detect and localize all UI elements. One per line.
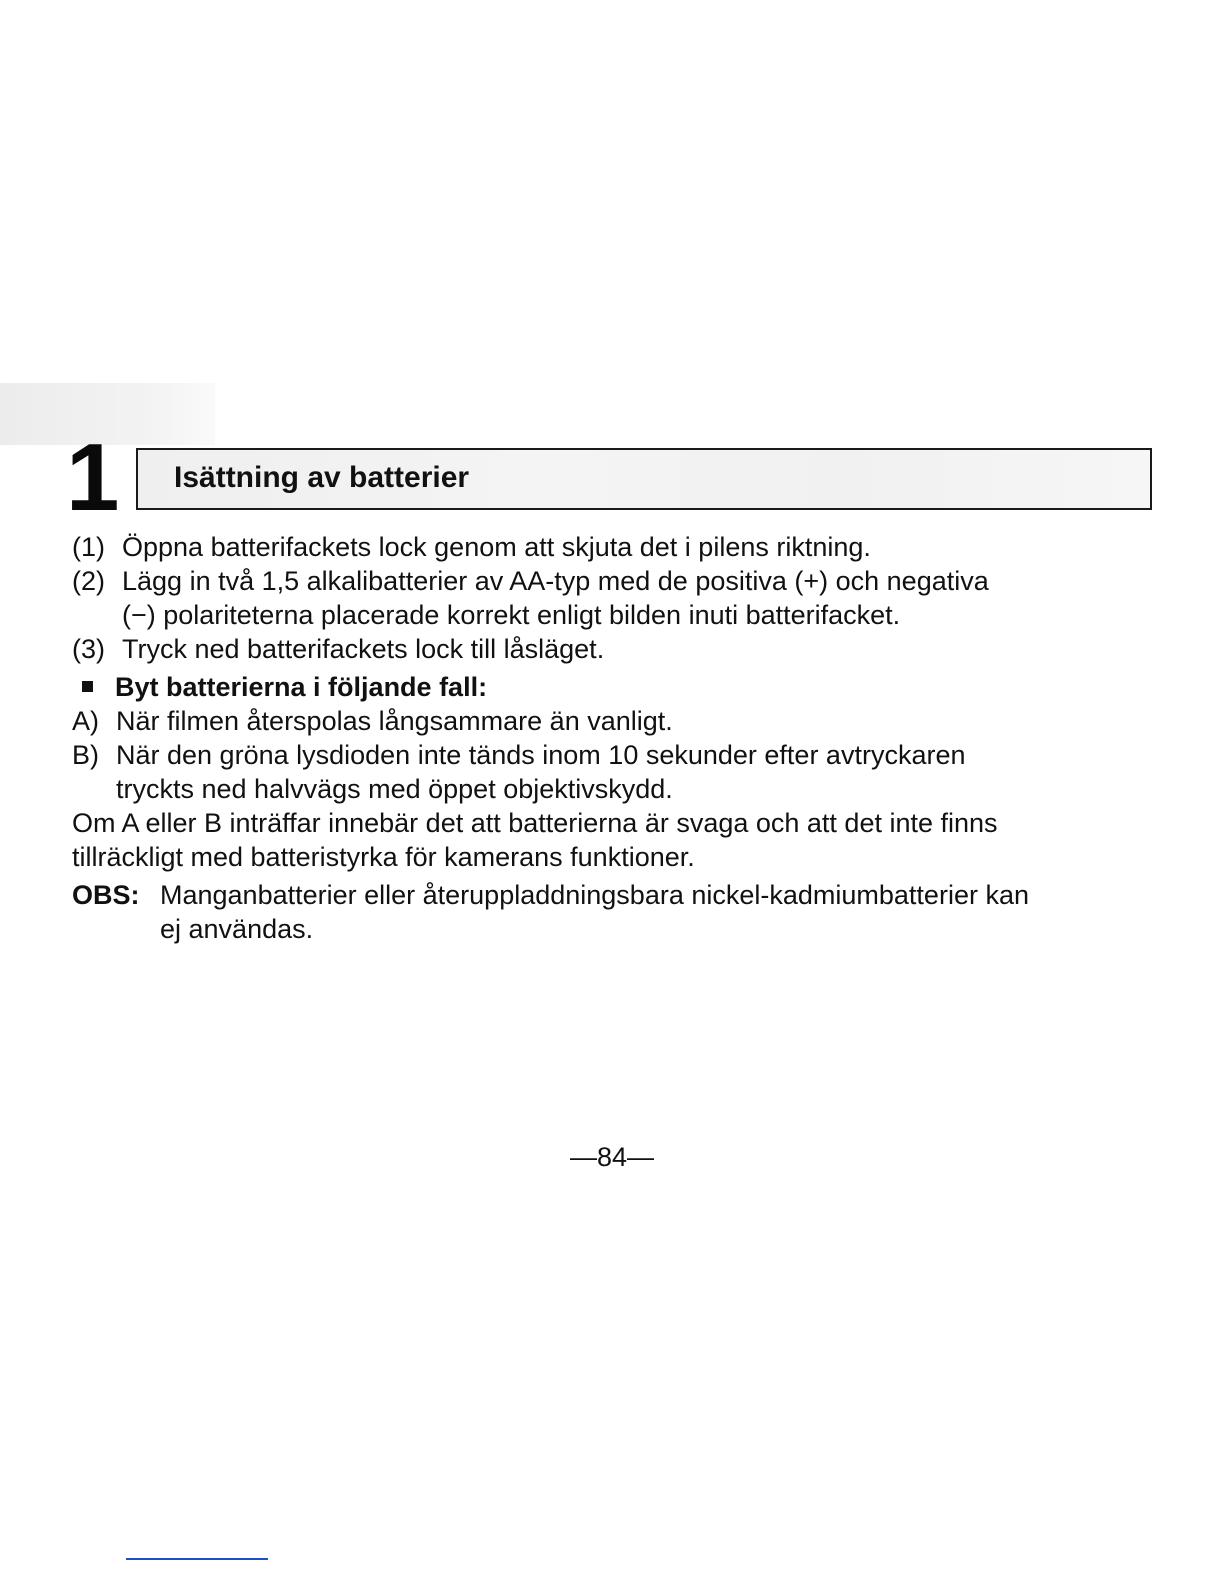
note-text: Manganbatterier eller återuppladdningsbara nickel-kadmiumbatterier kan [160,880,1029,910]
step-marker: (1) [72,532,105,562]
step-marker: (3) [72,634,105,664]
replace-heading-row [72,670,1162,704]
case-marker: B) [72,740,99,770]
explanation-line-2: tillräckligt med batteristyrka för kamerans funktioner. [72,842,695,872]
section-title-box [136,448,1152,510]
explanation-line-1: Om A eller B inträffar innebär det att batterierna är svaga och att det inte finns [72,808,998,838]
note-row [72,878,1162,912]
section-number: 1 [66,424,118,531]
step-marker: (2) [72,566,105,596]
step-3 [72,632,1162,666]
case-text-continued: tryckts ned halvvägs med öppet objektivskydd. [116,774,673,804]
square-bullet-icon [82,681,93,692]
case-a [72,704,1162,738]
step-text: Tryck ned batterifackets lock till låsläget. [122,634,605,664]
instructions-content [72,530,1162,946]
replace-heading: Byt batterierna i följande fall: [115,672,488,702]
note-label: OBS: [72,880,140,910]
step-text: Öppna batterifackets lock genom att skjuta det i pilens riktning. [122,532,871,562]
section-title: Isättning av batterier [174,461,470,494]
step-text-continued: (−) polariteterna placerade korrekt enligt bilden inuti batterifacket. [122,600,901,630]
case-text: När den gröna lysdioden inte tänds inom 10 sekunder efter avtryckaren [116,740,966,770]
page-number: —84— [569,1142,655,1172]
case-marker: A) [72,706,99,736]
step-1 [72,530,1162,564]
step-text: Lägg in två 1,5 alkalibatterier av AA-typ med de positiva (+) och negativa [122,566,989,596]
bottom-rule [126,1558,268,1560]
step-2 [72,564,1162,598]
note-text-continued: ej användas. [160,914,314,944]
case-text: När filmen återspolas långsammare än vanligt. [116,706,673,736]
case-b [72,738,1162,772]
